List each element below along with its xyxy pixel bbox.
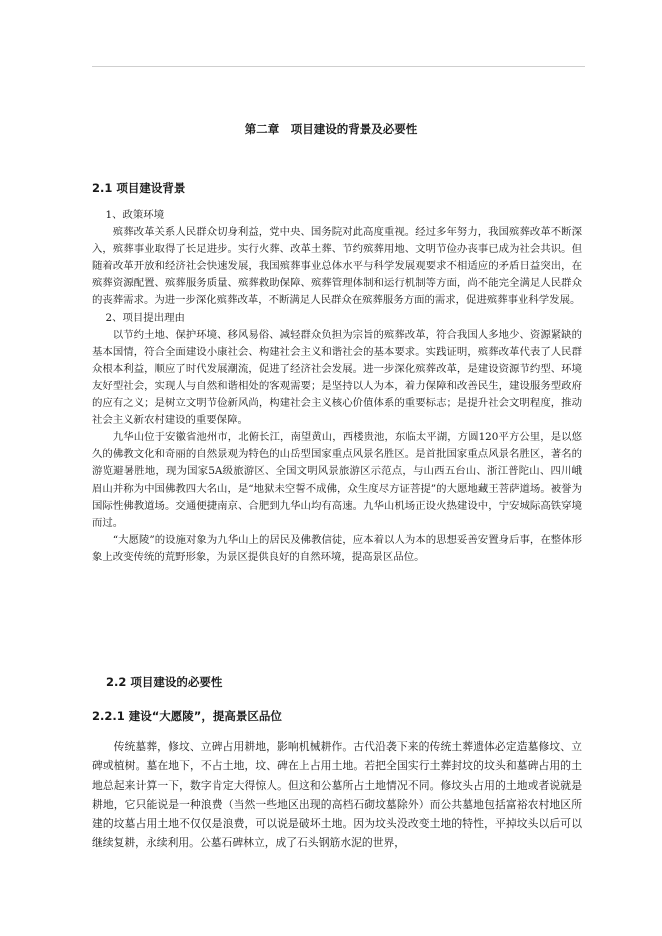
policy-paragraph: 殡葬改革关系人民群众切身利益，党中央、国务院对此高度重视。经过多年努力，我国殡葬改革不断深入，殡葬事业取得了长足进步。实行火葬、改革土葬、节约殡葬用地、文明节俭办丧事已成为社会共识。但随着改革开放和经济社会快速发展，我国殡葬事业总体水平与科学发展观要求不相适应的矛盾日益突出，在殡葬资源配置、殡葬服务质量、殡葬救助保障、殡葬管理体制和运行机制等方面，尚不能完全满足人民群众的丧葬需求。为进一步深化殡葬改革，不断满足人民群众在殡葬服务方面的需求，促进殡葬事业科学发展。 [92,226,582,307]
chapter-title: 第二章 项目建设的背景及必要性 [244,122,418,136]
section-2-2-1-body [92,737,582,853]
header-rule [92,66,585,67]
section-2-1-heading: 2.1 项目建设背景 [92,181,186,195]
traditional-burial-paragraph: 传统墓葬，修坟、立碑占用耕地，影响机械耕作。古代沿袭下来的传统土葬遗体必定造墓修坟、立碑或植树。墓在地下，不占土地，坟、碑在上占用土地。若把全国实行土葬封坟的坟头和墓碑占用的土地总起来计算一下，数字肯定大得惊人。但这和公墓所占土地情况不同。修坟头占用的土地或者说就是耕地，它只能说是一种浪费（当然一些地区出现的高档石砌坟墓除外）而公共墓地包括富裕农村地区所建的坟墓占用土地不仅仅是浪费，可以说是破坏土地。因为坟头没改变土地的特性，平掉坟头以后可以继续复耕，永续利用。公墓石碑林立，成了石头钢筋水泥的世界， [92,740,582,850]
section-2-2-heading: 2.2 项目建设的必要性 [106,675,223,689]
section-2-2-1-heading: 2.2.1 建设“大愿陵”，提高景区品位 [92,709,282,723]
dayuanling-paragraph: “大愿陵”的设施对象为九华山上的居民及佛教信徒，应本着以人为本的思想妥善安置身后事，在整体形象上改变传统的荒野形象，为景区提供良好的自然环境，提高景区品位。 [92,533,582,563]
jiuhuashan-paragraph: 九华山位于安徽省池州市，北俯长江，南望黄山，西楼贵池，东临太平湖，方圆120平方公里，是以悠久的佛教文化和奇丽的自然景观为特色的山岳型国家重点风景名胜区。是首批国家重点风景名胜区，著名的游览避暑胜地，现为国家5A级旅游区、全国文明风景旅游区示范点，与山西五台山、浙江普陀山、四川峨眉山并称为中国佛教四大名山，是“地狱未空誓不成佛，众生度尽方证菩提”的大愿地藏王菩萨道场。被誉为国际性佛教道场。交通便捷南京、合肥到九华山均有高速。九华山机场正设火热建设中，宁安城际高铁穿境而过。 [92,431,582,529]
reason-paragraph: 以节约土地、保护环境、移风易俗、减轻群众负担为宗旨的殡葬改革，符合我国人多地少、资源紧缺的基本国情，符合全面建设小康社会、构建社会主义和谐社会的基本要求。实践证明，殡葬改革代表了人民群众根本利益，顺应了时代发展潮流，促进了经济社会发展。进一步深化殡葬改革，是建设资源节约型、环境友好型社会，实现人与自然和谐相处的客观需要；是坚持以人为本，着力保障和改善民生，建设服务型政府的应有之义；是树立文明节俭新风尚，构建社会主义核心价值体系的重要标志；是提升社会文明程度，推动社会主义新农村建设的重要保障。 [92,328,582,427]
reason-subheading: 2、项目提出理由 [105,311,185,324]
policy-subheading: 1、政策环境 [105,209,165,221]
section-2-1-body [92,207,582,566]
